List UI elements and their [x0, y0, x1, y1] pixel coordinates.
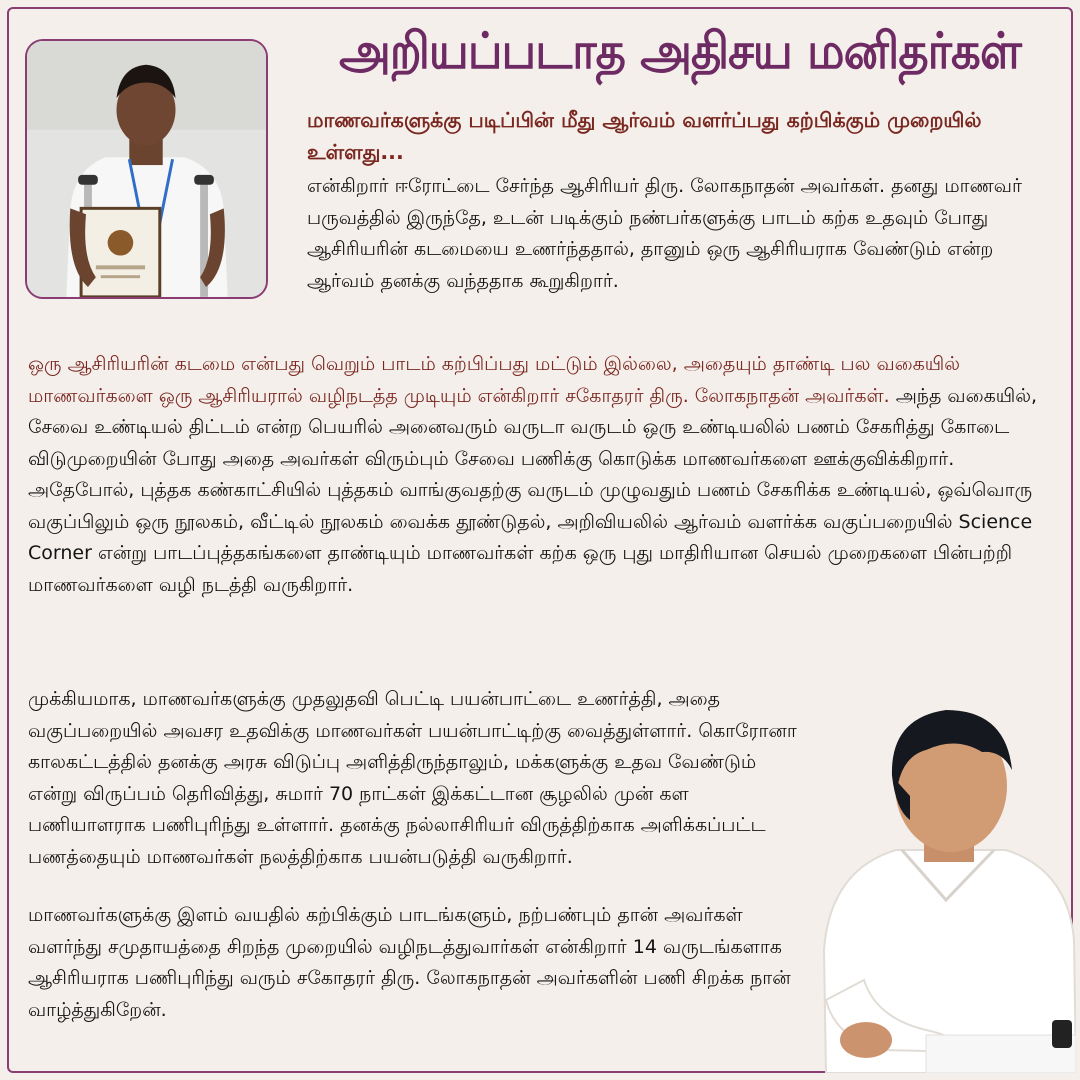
teacher-photo — [25, 39, 268, 299]
writing-person-photo — [806, 700, 1076, 1073]
paragraph-first-aid: முக்கியமாக, மாணவர்களுக்கு முதலுதவி பெட்டி பயன்பாட்டை உணர்த்தி, அதை வகுப்பறையில் அவசர உதவிக்கு மாணவர்கள் பயன்பாட்டிற்கு வைத்துள்ளார். கொரோனா காலகட்டத்தில் தனக்கு அரசு விடுப்பு அளித்திருந்தாலும், மக்களுக்கு உதவ வேண்டும் என்று விருப்பம் தெரிவித்து, சுமார் 70 நாட்கள் இக்கட்டான சூழலில் முன் கள பணியாளராக பணிபுரிந்து உள்ளார். தனக்கு நல்லாசிரியர் விருத்திற்காக அளிக்கப்பட்ட பணத்தையும் மாணவர்கள் நலத்திற்காக பயன்படுத்தி வருகிறார். — [28, 688, 797, 868]
paragraph-closing: மாணவர்களுக்கு இளம் வயதில் கற்பிக்கும் பாடங்களும், நற்பண்பும் தான் அவர்கள் வளர்ந்து சமுதாயத்தை சிறந்த முறையில் வழிநடத்துவார்கள் என்கிறார் 14 வருடங்களாக ஆசிரியராக பணிபுரிந்து வரும் சகோதரர் திரு. லோகநாதன் அவர்களின் பணி சிறக்க நான் வாழ்த்துகிறேன். — [28, 904, 791, 1021]
paragraph-duty-highlight: ஒரு ஆசிரியரின் கடமை என்பது வெறும் பாடம் கற்பிப்பது மட்டும் இல்லை, அதையும் தாண்டி பல வகையில் மாணவர்களை ஒரு ஆசிரியரால் வழிநடத்த முடியும் என்கிறார் சகோதரர் திரு. லோகநாதன் அவர்கள். — [28, 353, 961, 407]
paragraph-duty-body: அந்த வகையில், சேவை உண்டியல் திட்டம் என்ற பெயரில் அனைவரும் வருடா வருடம் ஒரு உண்டியலில் பணம் சேகரித்து கோடை விடுமுறையின் போது அதை அவர்கள் விரும்பும் சேவை பணிக்கு கொடுக்க மாணவர்களை ஊக்குவிக்கிறார். அதேபோல், புத்தக கண்காட்சியில் புத்தகம் வாங்குவதற்கு வருடம் முழுவதும் பணம் சேகரிக்க உண்டியல், ஒவ்வொரு வகுப்பிலும் ஒரு நூலகம், வீட்டில் நூலகம் வைக்க தூண்டுதல், அறிவியலில் ஆர்வம் வளர்க்க வகுப்பறையில் Science Corner என்று பாடப்புத்தகங்களை தாண்டியும் மாணவர்கள் கற்க ஒரு புது மாதிரியான செயல் முறைகளை பின்பற்றி மாணவர்களை வழி நடத்தி வருகிறார். — [28, 384, 1038, 596]
paragraph-duty — [28, 349, 1063, 601]
paragraph-intro: என்கிறார் ஈரோட்டை சேர்ந்த ஆசிரியர் திரு. லோகநாதன் அவர்கள். தனது மாணவர் பருவத்தில் இருந்தே, உடன் படிக்கும் நண்பர்களுக்கு பாடம் கற்க உதவும் போது ஆசிரியரின் கடமையை உணர்ந்ததால், தானும் ஒரு ஆசிரியராக வேண்டும் என்ற ஆர்வம் தனக்கு வந்ததாக கூறுகிறார். — [307, 175, 1022, 292]
page-title: அறியப்படாத அதிசய மனிதர்கள் — [339, 22, 1021, 80]
subtitle-quote: மாணவர்களுக்கு படிப்பின் மீது ஆர்வம் வளர்ப்பது கற்பிக்கும் முறையில் உள்ளது... — [307, 108, 982, 164]
